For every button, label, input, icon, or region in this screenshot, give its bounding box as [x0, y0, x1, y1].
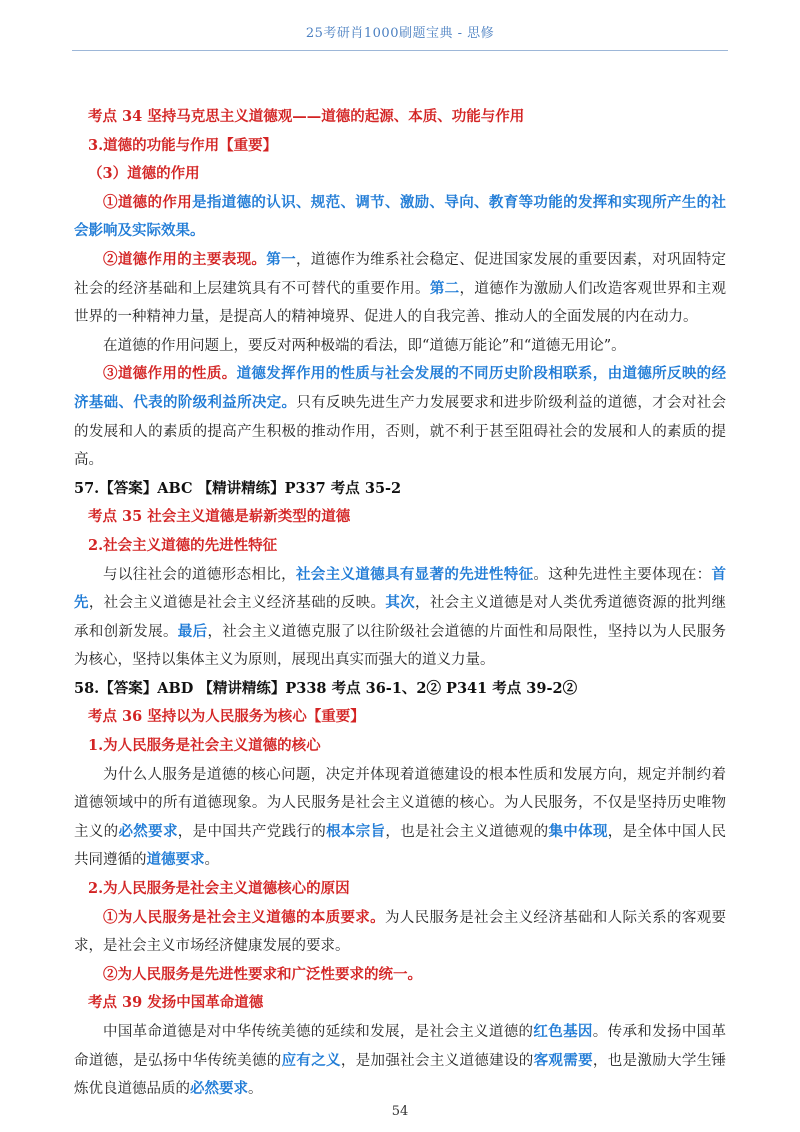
highlight-blue: 道德要求 [146, 851, 205, 869]
highlight-blue: 最后 [177, 622, 208, 640]
paragraph-role-definition [74, 189, 726, 246]
body-text: 。这种先进性主要体现在： [533, 566, 712, 583]
kaodian-34-heading: 考点 34 坚持马克思主义道德观——道德的起源、本质、功能与作用 [88, 108, 525, 125]
body-text: ，也是社会主义道德观的 [385, 823, 549, 840]
kaodian-39-heading: 考点 39 发扬中国革命道德 [88, 994, 264, 1012]
highlight-red: ①为人民服务是社会主义道德的本质要求。 [103, 908, 385, 926]
body-text: 为什么人服务是道德的核心问题，决定并体现着道德建设的根本性质和发展方向，规定并制约着道德领域中的所有道德现象。为人民服务是社会主义道德的核心。为人民服务，不仅是坚持历史唯物主义的 [74, 766, 726, 840]
highlight-blue: 其次 [385, 594, 415, 612]
paragraph-revolutionary-morality [74, 1018, 726, 1104]
highlight-blue: 必然要求 [190, 1080, 248, 1098]
highlight-blue: 根本宗旨 [326, 822, 386, 840]
body-text: ，是中国共产党践行的 [177, 823, 327, 840]
section-2-heading: 2.社会主义道德的先进性特征 [88, 536, 278, 554]
body-text: 。传承和发扬中国革命道德，是弘扬中华传统美德的 [74, 1024, 727, 1069]
body-text: 。 [204, 852, 219, 869]
highlight-blue: 是指道德的认识、规范、调节、激励、导向、教育等功能的发挥和实现所产生的社会影响及实际效果。 [74, 193, 727, 240]
header-divider [72, 50, 728, 51]
page-content [74, 103, 726, 1104]
section-3-heading: 3.道德的功能与作用【重要】 [88, 136, 278, 154]
paragraph-serve-people-core [74, 761, 726, 875]
body-text: ，社会主义道德是对人类优秀道德资源的批判继承和创新发展。 [74, 595, 727, 640]
highlight-blue: 应有之义 [281, 1051, 341, 1069]
page-number: 54 [391, 1104, 409, 1119]
paragraph-reason-1 [74, 904, 726, 961]
body-text: ，也是激励大学生锤炼优良道德品质的 [74, 1052, 727, 1098]
answer-58: 58.【答案】ABD 【精讲精练】P338 考点 36-1、2② P341 考点 39-2② [74, 679, 578, 697]
highlight-blue: 红色基因 [533, 1023, 593, 1040]
kaodian-36-heading: 考点 36 坚持以为人民服务为核心【重要】 [88, 708, 365, 726]
paragraph-extremes: 在道德的作用问题上，要反对两种极端的看法，即“道德万能论”和“道德无用论”。 [103, 337, 626, 354]
kaodian-35-heading: 考点 35 社会主义道德是崭新类型的道德 [88, 508, 351, 526]
highlight-blue: 第一 [266, 250, 296, 268]
body-text: ，是全体中国人民共同遵循的 [74, 823, 727, 869]
highlight-red: ①道德的作用 [103, 193, 193, 211]
body-text: 。 [248, 1081, 263, 1098]
body-text: ，道德作为维系社会稳定、促进国家发展的重要因素，对巩固特定社会的经济基础和上层建筑具有不可替代的重要作用。 [74, 251, 727, 297]
highlight-blue: 必然要求 [118, 822, 178, 840]
body-text: 与以往社会的道德形态相比， [103, 566, 296, 583]
answer-57: 57.【答案】ABC 【精讲精练】P337 考点 35-2 [74, 479, 402, 497]
body-text: 中国革命道德是对中华传统美德的延续和发展，是社会主义道德的 [103, 1024, 534, 1040]
highlight-blue: 第二 [429, 279, 460, 297]
highlight-blue: 首先 [74, 565, 727, 612]
highlight-red: ②道德作用的主要表现。 [103, 250, 267, 268]
section-2b-heading: 2.为人民服务是社会主义道德核心的原因 [88, 880, 350, 898]
paragraph-role-nature [74, 360, 726, 474]
body-text: ，社会主义道德是社会主义经济基础的反映。 [88, 595, 386, 612]
body-text: ，道德作为激励人们改造客观世界和主观世界的一种精神力量，是提高人的精神境界、促进人的自我完善、推动人的全面发展的内在动力。 [74, 280, 727, 326]
highlight-red: ③道德作用的性质。 [103, 365, 237, 383]
body-text: ，是加强社会主义道德建设的 [340, 1052, 534, 1069]
highlight-red: ②为人民服务是先进性要求和广泛性要求的统一。 [103, 965, 422, 983]
highlight-blue: 社会主义道德具有显著的先进性特征 [295, 565, 534, 583]
paragraph-advanced-features [74, 561, 726, 675]
paragraph-reason-2 [74, 961, 726, 990]
body-text: 只有反映先进生产力发展要求和进步阶级利益的道德，才会对社会的发展和人的素质的提高产生积极的推动作用，否则，就不利于甚至阻碍社会的发展和人的素质的提高。 [74, 394, 727, 469]
section-1-heading: 1.为人民服务是社会主义道德的核心 [88, 737, 321, 755]
page-header: 25考研肖1000刷题宝典 - 思修 [305, 26, 495, 41]
paragraph-role-manifestation [74, 246, 726, 332]
body-text: 为人民服务是社会主义经济基础和人际关系的客观要求，是社会主义市场经济健康发展的要求。 [74, 909, 727, 955]
highlight-blue: 客观需要 [533, 1051, 593, 1069]
subsection-3-heading: （3）道德的作用 [88, 165, 200, 183]
highlight-blue: 集中体现 [548, 822, 608, 840]
body-text: ，社会主义道德克服了以往阶级社会道德的片面性和局限性，坚持以为人民服务为核心，坚持以集体主义为原则，展现出真实而强大的道义力量。 [74, 623, 727, 669]
highlight-blue: 道德发挥作用的性质与社会发展的不同历史阶段相联系，由道德所反映的经济基础、代表的阶级利益所决定。 [74, 365, 727, 411]
